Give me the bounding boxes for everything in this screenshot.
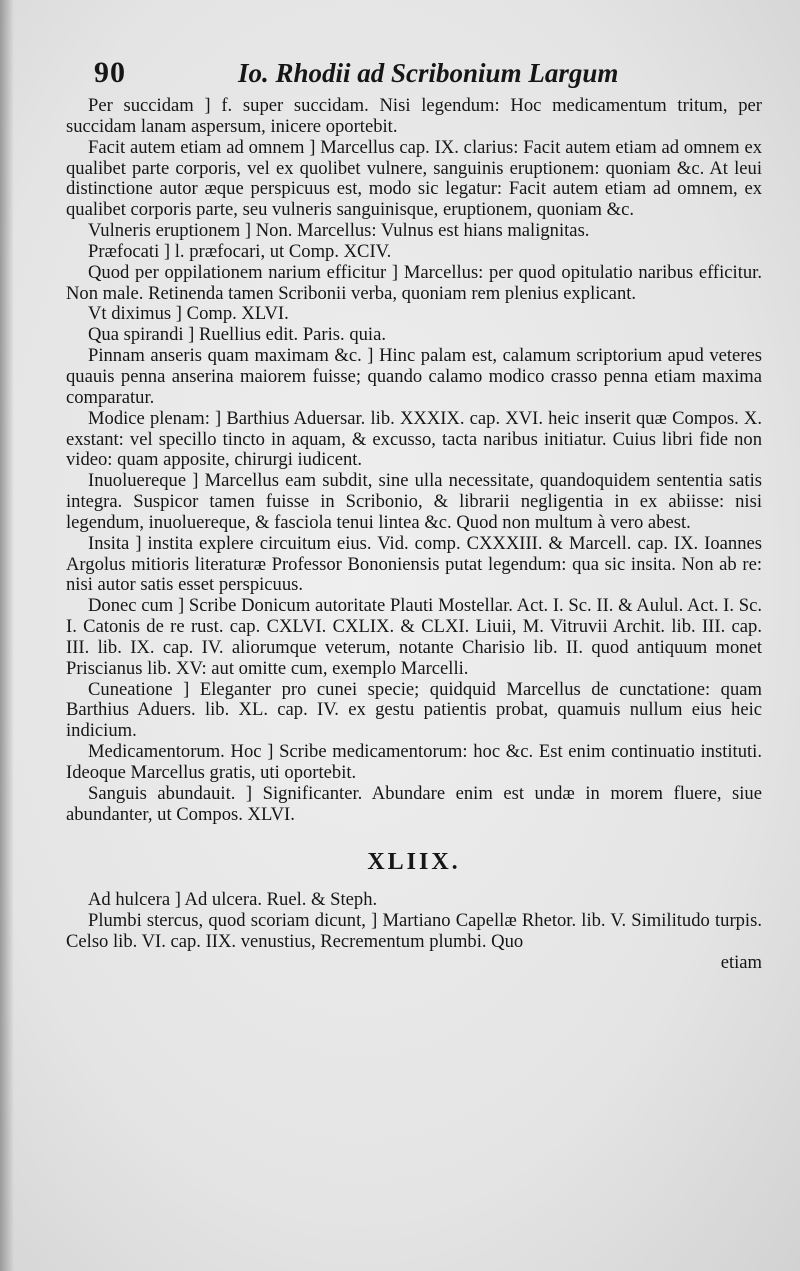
commentary-paragraph xyxy=(66,263,762,305)
paragraph-text: Ad ulcera. Ruel. & Steph. xyxy=(180,889,378,911)
section-heading: XLIIX. xyxy=(367,848,461,875)
paragraph-text: Barthius Aduersar. lib. XXXIX. cap. XVI. heic inserit quæ Compos. X. exstant: vel specillo tincto in aquam, & excusso, tacta naribus initiatur. Cuius libri fide non video: quam apposite, chirurgi iudicent. xyxy=(66,407,763,471)
lemma: Facit autem etiam ad omnem ] xyxy=(88,136,316,158)
commentary-paragraph xyxy=(66,534,762,597)
lemma: Medicamentorum. Hoc ] xyxy=(88,741,274,763)
commentary-paragraph xyxy=(66,596,762,679)
commentary-paragraph xyxy=(66,742,762,784)
commentary-paragraph xyxy=(66,221,762,242)
lemma: Vulneris eruptionem ] xyxy=(88,220,252,242)
page-header xyxy=(88,56,768,92)
commentary-paragraph xyxy=(66,784,762,826)
lemma: Sanguis abundauit. ] xyxy=(88,782,253,804)
lemma: Donec cum ] xyxy=(88,595,185,617)
commentary-paragraph xyxy=(66,96,762,138)
lemma: Pinnam anseris quam maximam &c. ] xyxy=(88,345,374,367)
paragraph-text: Scribe Donicum autoritate Plauti Mostellar. Act. I. Sc. II. & Aulul. Act. I. Sc. I. Catonis de re rust. cap. CXLVI. CXLIX. & CLXI. Liuii, M. Vitruvii Archit. lib. III. cap. III. lib. IX. cap. IV. aliorumque veterum, notante Charisio lib. II. quod antiquum monet Priscianus lib. XV: aut omitte cum, exemplo Marcelli. xyxy=(66,595,762,679)
paragraph-text: Marcellus eam subdit, sine ulla necessitate, quandoquidem sententia satis integra. Suspicor tamen fuisse in Scribonio, & librarii negligentia in ex abiisse: nisi legendum, inuoluereque, & fasciola tenui lintea &c. Quod non multum à vero abest. xyxy=(66,470,762,533)
commentary-paragraph xyxy=(66,680,762,743)
lemma: Modice plenam: ] xyxy=(88,407,222,429)
commentary-paragraph xyxy=(66,242,762,263)
paragraph-text: instita explere circuitum eius. Vid. comp. CXXXIII. & Marcell. cap. IX. Ioannes Argolus mitioris literaturæ Professor Bononiensis putat legendum: qua sic insita. Non ab re: nisi autor satis esset perspicuus. xyxy=(66,532,762,596)
lemma: Plumbi stercus, quod scoriam dicunt, ] xyxy=(88,910,378,932)
paragraph-text: Martiano Capellæ Rhetor. lib. V. Similitudo turpis. Celso lib. VI. cap. IIX. venustius, Recrementum plumbi. Quo xyxy=(66,910,762,953)
lemma: Præfocati ] xyxy=(88,240,171,262)
page-body xyxy=(66,96,762,974)
paragraph-text: Significanter. Abundare enim est undæ in morem fluere, siue abundanter, ut Compos. XLVI. xyxy=(66,782,762,825)
paragraph-text: Non. Marcellus: Vulnus est hians malignitas. xyxy=(251,220,590,242)
paragraph-text: Comp. XLVI. xyxy=(182,303,289,325)
paragraph-text: Hinc palam est, calamum scriptorium apud veteres quauis penna anserina maiorem fuisse; quando calamo modico crasso penna etiam maxima comparatur. xyxy=(66,345,762,408)
paragraph-text: Scribe medicamentorum: hoc &c. Est enim continuatio instituti. Ideoque Marcellus gratis, uti oportebit. xyxy=(66,741,762,783)
lemma: Ad hulcera ] xyxy=(88,889,181,911)
commentary-paragraph xyxy=(66,138,762,221)
commentary-paragraph xyxy=(66,911,762,953)
commentary-paragraph xyxy=(66,346,762,409)
lemma: Cuneatione ] xyxy=(88,678,190,700)
lemma: Per succidam ] xyxy=(88,95,211,116)
paragraph-text: l. præfocari, ut Comp. XCIV. xyxy=(170,240,392,262)
lemma: Qua spirandi ] xyxy=(88,324,195,346)
running-head: Io. Rhodii ad Scribonium Largum xyxy=(238,58,619,88)
paragraph-text: Eleganter pro cunei specie; quidquid Marcellus de cunctatione: quam Barthius Aduers. lib. XL. cap. IV. ex gestu patientis probat, quamuis nullum eius heic indicium. xyxy=(66,678,762,742)
commentary-paragraph xyxy=(66,471,762,534)
commentary-paragraph xyxy=(66,890,762,911)
paragraph-text: Ruellius edit. Paris. quia. xyxy=(194,324,386,346)
lemma: Vt diximus ] xyxy=(88,303,183,325)
commentary-paragraph xyxy=(66,409,762,472)
paragraph-text: Marcellus cap. IX. clarius: Facit autem etiam ad omnem ex qualibet parte corporis, vel ex quolibet vulnere, sanguinis eruptionem: quoniam &c. At leui distinctione autor æque perspicuus est, modo sic legatur: Facit autem etiam ad omnem, ex qualibet corporis parte, seu vulneris sanguinisque, eruptionem, quoniam &c. xyxy=(66,136,762,221)
lemma: Inuoluereque ] xyxy=(88,470,199,492)
catchword: etiam xyxy=(720,951,762,973)
lemma: Quod per oppilationem narium efficitur ] xyxy=(88,261,399,283)
paragraph-text: f. super succidam. Nisi legendum: Hoc medicamentum tritum, per succidam lanam aspersum, inicere oportebit. xyxy=(66,95,762,137)
commentary-paragraph xyxy=(66,325,762,346)
page-number: 90 xyxy=(94,56,126,89)
paragraph-text: Marcellus: per quod opitulatio naribus efficitur. Non male. Retinenda tamen Scribonii verba, quoniam rem plenius explicant. xyxy=(66,261,762,304)
lemma: Insita ] xyxy=(88,532,142,554)
commentary-paragraph xyxy=(66,304,762,325)
